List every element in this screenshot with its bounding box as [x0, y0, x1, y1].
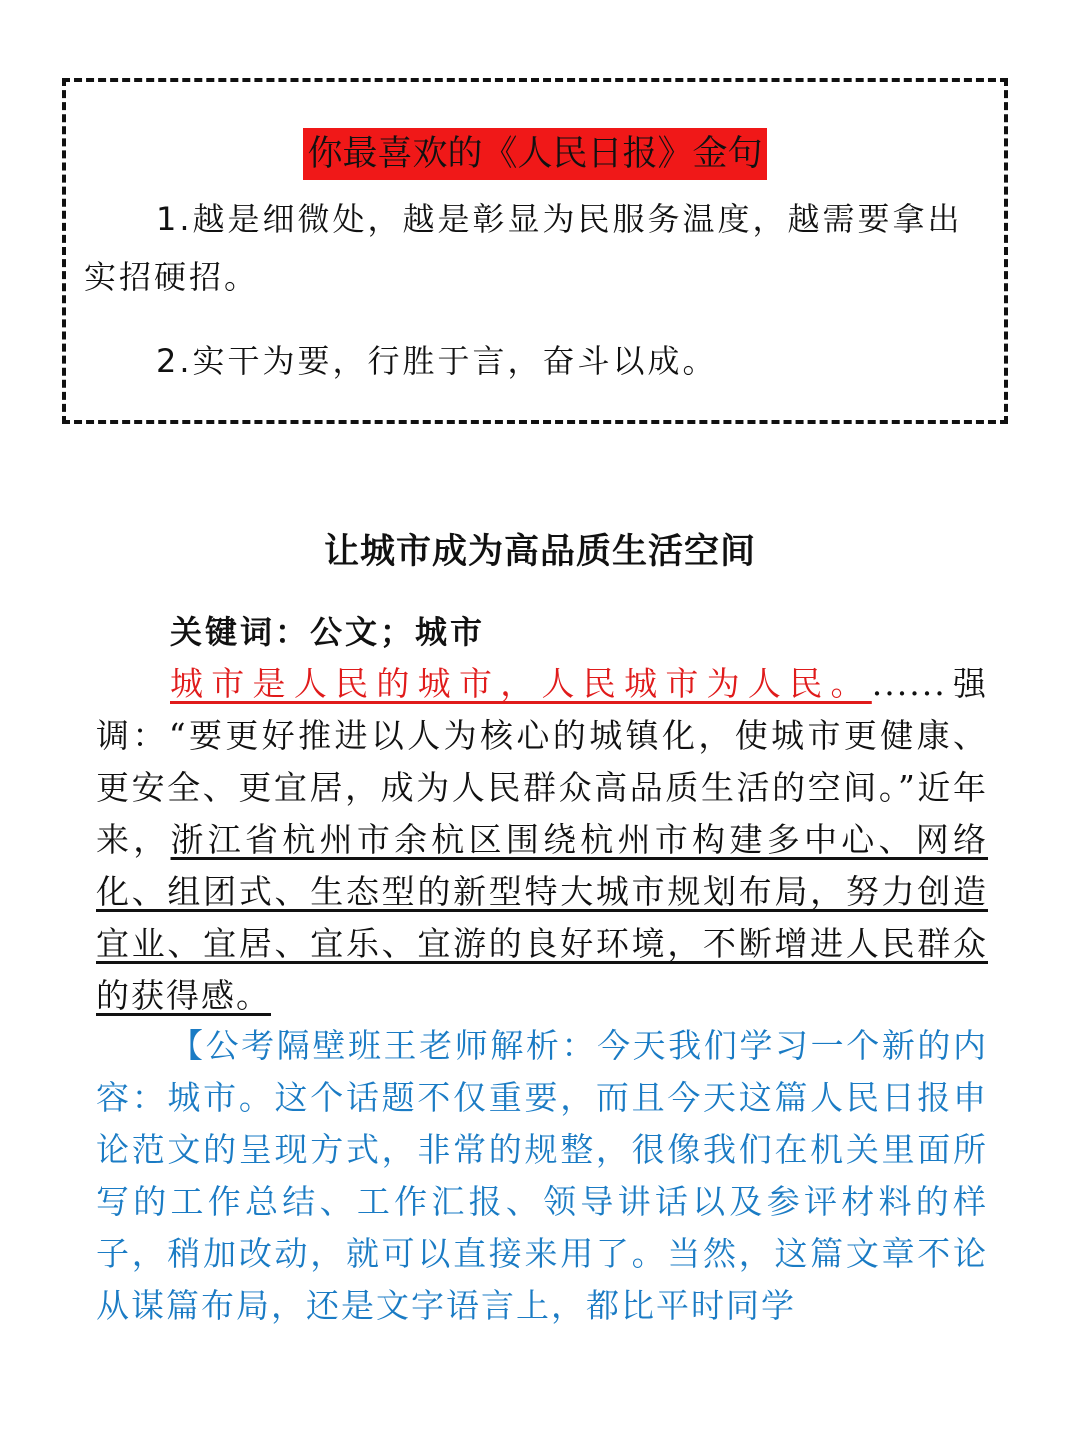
article-paragraph — [96, 658, 988, 1022]
quote-item-text: 实干为要，行胜于言，奋斗以成。 — [192, 342, 718, 380]
quote-box — [62, 78, 1008, 424]
quote-item-number: 2. — [156, 342, 193, 380]
underlined-text: 浙江省杭州市余杭区围绕杭州市构建多中心、网络化、组团式、生态型的新型特大城市规划布局，努力创造宜业、宜居、宜乐、宜游的良好环境，不断增进人民群众的获得感。 — [96, 820, 989, 1015]
quote-item-2 — [84, 332, 982, 390]
quote-item-number: 1. — [156, 200, 193, 238]
highlight-sentence: 城市是人民的城市，人民城市为人民。 — [170, 664, 872, 703]
analysis-paragraph: 【公考隔壁班王老师解析：今天我们学习一个新的内容：城市。这个话题不仅重要，而且今天这篇人民日报申论范文的呈现方式，非常的规整，很像我们在机关里面所写的工作总结、工作汇报、领导讲话以及参评材料的样子，稍加改动，就可以直接来用了。当然，这篇文章不论从谋篇布局，还是文字语言上，都比平时同学 — [96, 1026, 988, 1325]
paragraph-text: ......强调：“要更好推进以人为核心的城镇化，使城市更健康、更安全、更宜居，成为人民群众高品质生活的空间。”近年来， — [96, 664, 989, 859]
article-keywords: 关键词：公文；城市 — [170, 613, 486, 651]
article-title: 让城市成为高品质生活空间 — [323, 532, 756, 572]
quote-item-1 — [84, 190, 982, 306]
quote-item-text: 越是细微处，越是彰显为民服务温度，越需要拿出实招硬招。 — [84, 200, 963, 296]
quote-box-title: 你最喜欢的《人民日报》金句 — [303, 128, 766, 180]
